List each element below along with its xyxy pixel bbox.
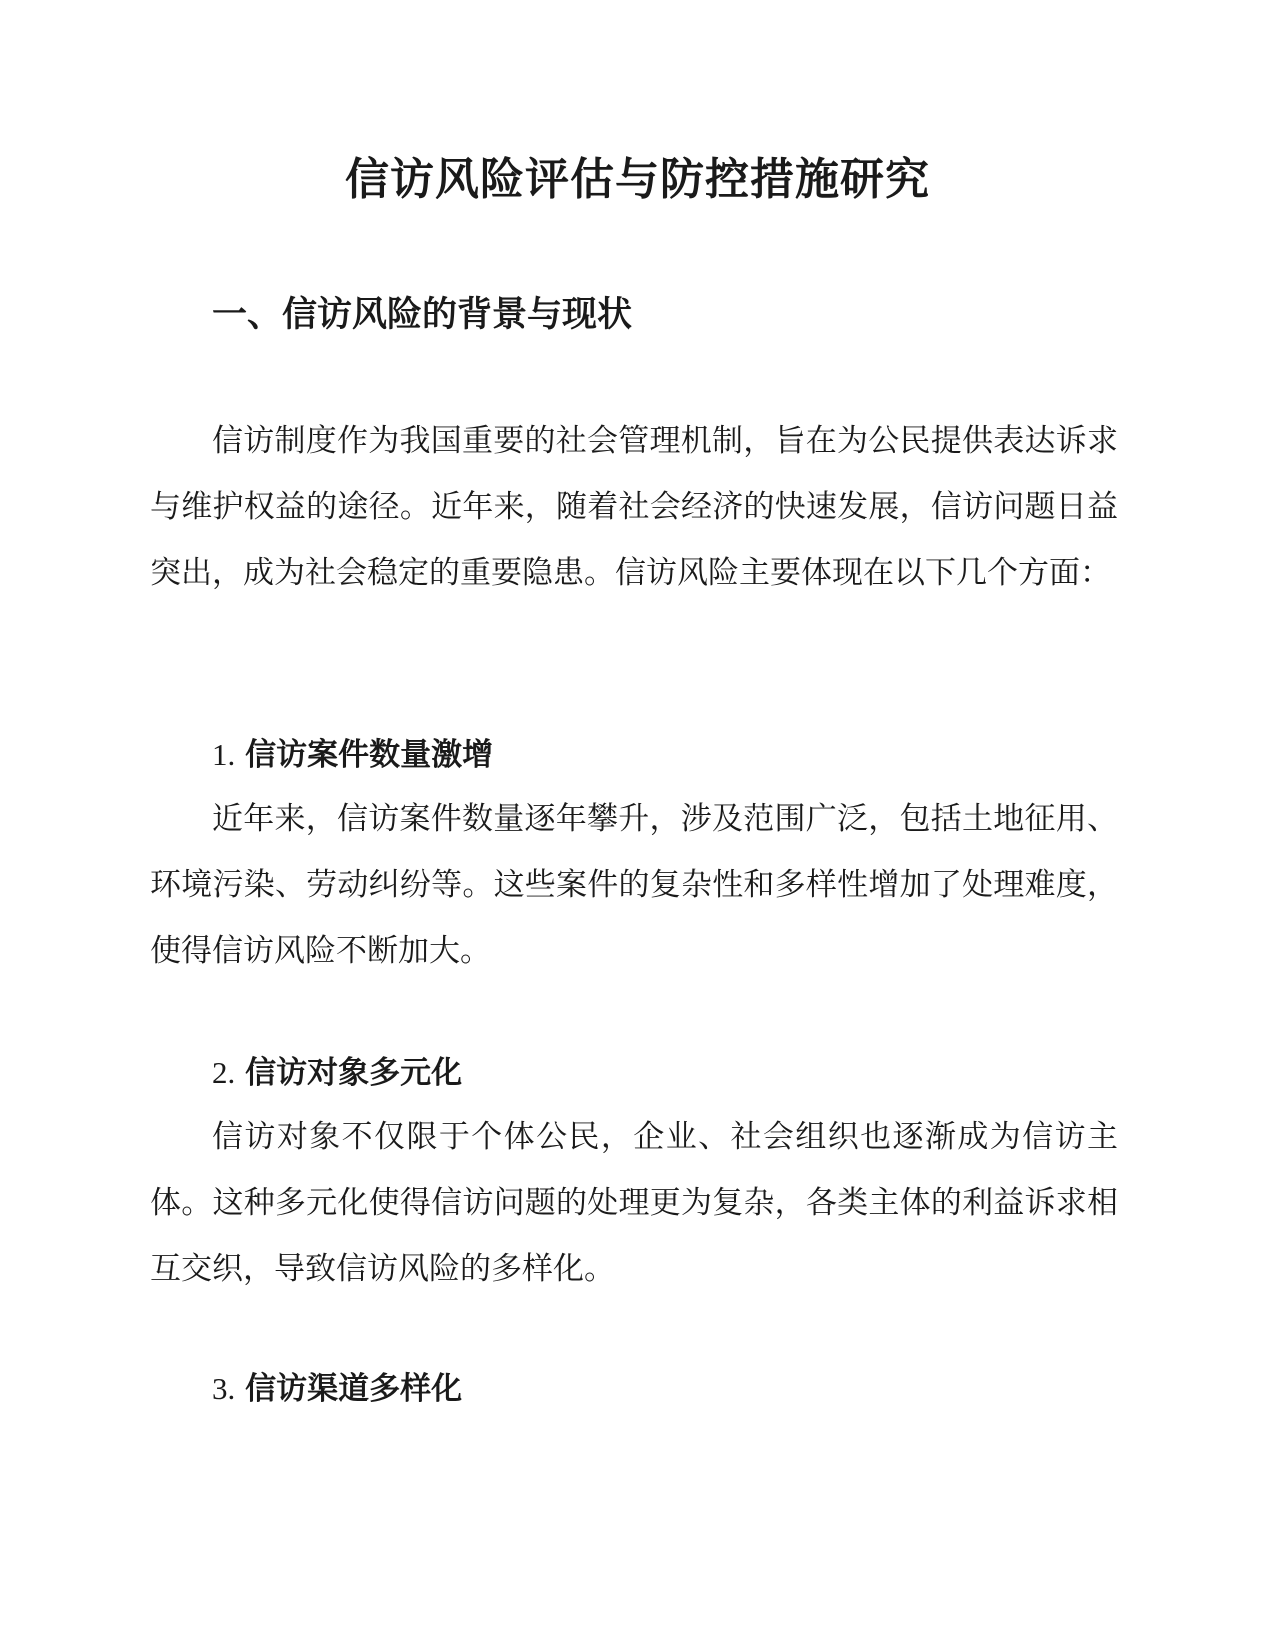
item-number: 3. — [212, 1371, 236, 1406]
item-heading-text: 信访渠道多样化 — [245, 1371, 463, 1407]
item-heading-text: 信访对象多元化 — [245, 1055, 463, 1091]
item-heading — [212, 1048, 462, 1098]
item-paragraph: 信访对象不仅限于个体公民，企业、社会组织也逐渐成为信访主体。这种多元化使得信访问题的处理更为复杂，各类主体的利益诉求相互交织，导致信访风险的多样化。 — [150, 1119, 1118, 1287]
section-heading: 一、信访风险的背景与现状 — [212, 295, 633, 335]
item-number: 2. — [212, 1055, 236, 1090]
item-heading — [212, 1364, 462, 1414]
item-heading-text: 信访案件数量激增 — [245, 737, 494, 773]
item-heading — [212, 730, 493, 780]
item-paragraph: 近年来，信访案件数量逐年攀升，涉及范围广泛，包括土地征用、环境污染、劳动纠纷等。这些案件的复杂性和多样性增加了处理难度，使得信访风险不断加大。 — [150, 801, 1118, 969]
intro-paragraph: 信访制度作为我国重要的社会管理机制，旨在为公民提供表达诉求与维护权益的途径。近年来，随着社会经济的快速发展，信访问题日益突出，成为社会稳定的重要隐患。信访风险主要体现在以下几个方面： — [150, 423, 1118, 591]
document-title: 信访风险评估与防控措施研究 — [345, 154, 930, 205]
item-number: 1. — [212, 737, 236, 772]
